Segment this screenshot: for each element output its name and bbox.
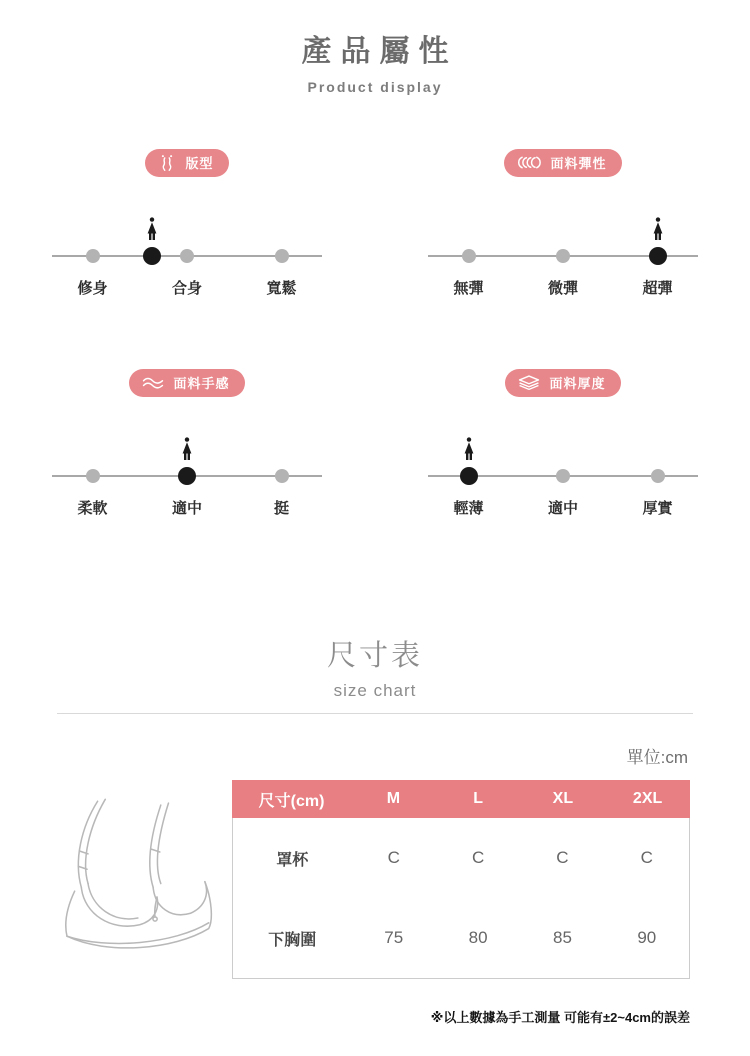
size-table-header — [232, 780, 690, 818]
slider-stop-dot — [275, 469, 289, 483]
attribute-thickness — [428, 369, 698, 517]
table-cell: 80 — [468, 928, 488, 947]
slider-marker-dot — [178, 467, 196, 485]
thickness-badge-label: 面料厚度 — [549, 376, 606, 391]
person-icon — [180, 437, 194, 462]
handfeel-badge-label: 面料手感 — [173, 376, 230, 391]
handfeel-pill-row — [52, 369, 322, 396]
table-cell: 90 — [637, 928, 657, 947]
option-label: 合身 — [171, 280, 203, 297]
attribute-elasticity — [428, 149, 698, 297]
slider-stop-dot — [275, 249, 289, 263]
handfeel-badge — [129, 369, 244, 397]
elasticity-badge-label: 面料彈性 — [550, 156, 607, 171]
table-cell: C — [387, 848, 400, 867]
option-label: 適中 — [547, 500, 579, 517]
size-chart-row — [0, 780, 750, 979]
table-cell: 85 — [552, 928, 572, 947]
thickness-pill-row — [428, 369, 698, 396]
person-icon — [651, 217, 665, 242]
size-chart-subtitle: size chart — [333, 681, 417, 700]
thickness-badge — [505, 369, 620, 397]
slider-marker — [178, 437, 196, 485]
slider-marker — [143, 217, 161, 265]
layers-icon — [517, 374, 541, 391]
person-icon — [462, 437, 476, 462]
measurement-note: ※以上數據為手工測量 可能有±2~4cm的誤差 — [430, 1010, 690, 1025]
header-cell: 尺寸(cm) — [258, 792, 325, 810]
slider-marker — [649, 217, 667, 265]
size-chart-section — [0, 633, 750, 1026]
elasticity-options — [428, 277, 698, 297]
page-subtitle: Product display — [307, 79, 443, 95]
row-label: 罩杯 — [276, 851, 309, 869]
handfeel-slider — [52, 419, 322, 485]
slider-stop-dot — [651, 469, 665, 483]
option-label: 修身 — [77, 280, 108, 297]
table-row-cup — [233, 818, 689, 898]
size-table-body — [232, 818, 690, 979]
waves-icon — [141, 375, 165, 390]
table-cell: C — [640, 848, 653, 867]
thickness-options — [428, 497, 698, 517]
slider-stop-dot — [86, 249, 100, 263]
header-cell: L — [473, 790, 484, 807]
slider-stop-dot — [86, 469, 100, 483]
table-cell: 75 — [384, 928, 404, 947]
attributes-grid — [0, 149, 750, 517]
elasticity-badge — [504, 149, 621, 177]
slider-stop-dot — [556, 469, 570, 483]
slider-stop-dot — [180, 249, 194, 263]
fit-badge — [145, 149, 228, 177]
section-divider — [57, 713, 693, 714]
slider-marker-dot — [143, 247, 161, 265]
fit-options — [52, 277, 322, 297]
bra-line-drawing — [38, 784, 230, 964]
size-table — [232, 780, 690, 979]
slider-stop-dot — [556, 249, 570, 263]
header-cell: 2XL — [632, 790, 663, 807]
option-label: 微彈 — [547, 280, 579, 297]
option-label: 適中 — [171, 500, 203, 517]
slider-marker-dot — [649, 247, 667, 265]
table-cell: C — [556, 848, 569, 867]
table-cell: C — [471, 848, 485, 867]
option-label: 厚實 — [642, 500, 673, 517]
handfeel-options — [52, 497, 322, 517]
fit-pill-row — [52, 149, 322, 176]
unit-label: 單位:cm — [626, 748, 688, 767]
attribute-fit — [52, 149, 322, 297]
page-title: 產品屬性 — [301, 35, 458, 68]
elasticity-pill-row — [428, 149, 698, 176]
option-label: 挺 — [273, 500, 290, 517]
attribute-handfeel — [52, 369, 322, 517]
person-icon — [145, 217, 159, 242]
header-cell: M — [386, 790, 401, 807]
elasticity-slider — [428, 199, 698, 265]
fit-slider — [52, 199, 322, 265]
option-label: 無彈 — [453, 280, 484, 297]
page-header — [0, 26, 750, 95]
fit-badge-label: 版型 — [185, 156, 214, 171]
option-label: 寬鬆 — [266, 280, 297, 297]
header-cell: XL — [552, 790, 574, 807]
row-label: 下胸圍 — [268, 931, 317, 949]
figure-outline-icon — [157, 154, 177, 171]
thickness-slider — [428, 419, 698, 485]
size-chart-title: 尺寸表 — [326, 640, 423, 672]
option-label: 超彈 — [642, 280, 673, 297]
option-label: 柔軟 — [77, 500, 108, 517]
slider-marker-dot — [460, 467, 478, 485]
option-label: 輕薄 — [453, 500, 484, 517]
spring-icon — [516, 155, 542, 170]
table-row-underbust — [233, 898, 689, 978]
slider-marker — [460, 437, 478, 485]
slider-stop-dot — [462, 249, 476, 263]
